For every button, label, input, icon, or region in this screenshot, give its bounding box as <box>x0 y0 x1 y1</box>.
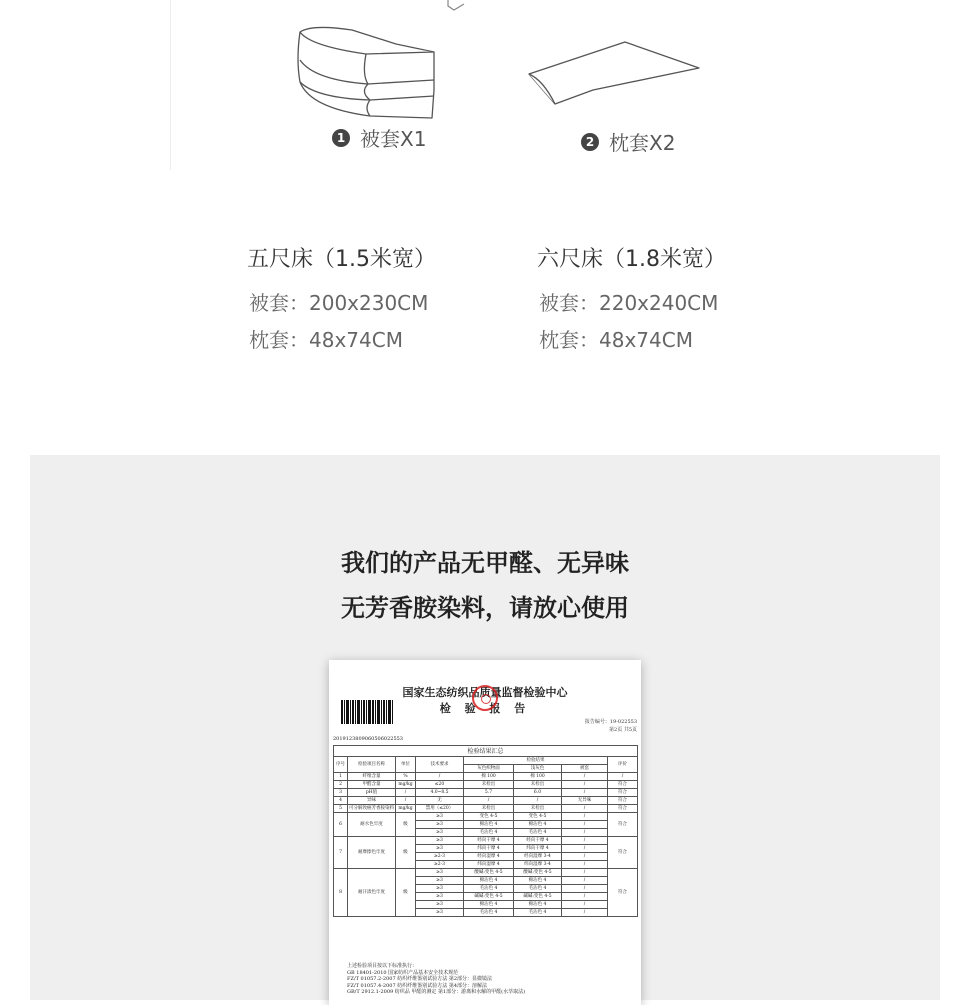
table-cell: 毛沾色 4 <box>464 909 514 917</box>
table-caption: 检验结果汇总 <box>334 746 638 757</box>
table-cell: 4 <box>334 797 348 805</box>
table-cell: ≥3 <box>416 877 464 885</box>
table-cell: 棉 100 <box>514 773 562 781</box>
table-cell: / <box>562 869 608 877</box>
table-cell: ≥3 <box>416 821 464 829</box>
table-cell: 符合 <box>608 781 638 789</box>
footer-line: GB 18401-2010 国家纺织产品基本安全技术规范 <box>347 969 459 976</box>
pillowcase-icon <box>525 40 703 110</box>
table-cell: % <box>396 773 416 781</box>
table-cell: 符合 <box>608 869 638 917</box>
table-cell: 可分解致癌芳香胺染料 <box>349 806 394 811</box>
table-cell: 级 <box>396 869 416 917</box>
table-cell: 未检出 <box>464 805 514 813</box>
table-subheader: 被套 <box>562 765 608 773</box>
table-cell: ≥2-3 <box>416 861 464 869</box>
table-row <box>334 773 638 781</box>
table-cell: 变色 4-5 <box>514 813 562 821</box>
report-number: 报告编号：19-022553 <box>584 719 637 725</box>
table-cell: ≥3 <box>416 909 464 917</box>
table-row <box>334 797 638 805</box>
table-cell: ≥3 <box>416 813 464 821</box>
table-cell: 碱碱:变色 4-5 <box>464 893 514 901</box>
table-cell: / <box>562 853 608 861</box>
table-cell: 7 <box>334 837 348 869</box>
table-cell: 变色 4-5 <box>464 813 514 821</box>
table-cell: 纤维含量 <box>348 773 396 781</box>
table-row <box>334 789 638 797</box>
table-header: 序号 <box>334 757 348 773</box>
table-cell: / <box>562 837 608 845</box>
table-cell: 毛沾色 4 <box>514 885 562 893</box>
table-cell: / <box>464 797 514 805</box>
certification-headline-2: 无芳香胺染料，请放心使用 <box>341 594 629 622</box>
table-cell: 耐汗渍色牢度 <box>348 869 396 917</box>
stack-icon <box>440 0 480 14</box>
table-row <box>334 805 638 813</box>
table-cell: 纬向湿摩 3-4 <box>514 861 562 869</box>
table-cell: / <box>562 885 608 893</box>
table-cell: 级 <box>396 837 416 869</box>
size-pillow-1-5m: 枕套：48x74CM <box>249 328 403 352</box>
table-cell: 酸碱:变色 4-5 <box>464 869 514 877</box>
table-cell: / <box>562 773 608 781</box>
table-cell: 纬向湿摩 4 <box>464 861 514 869</box>
table-cell: / <box>562 781 608 789</box>
table-cell: 6.0 <box>514 789 562 797</box>
table-cell: / <box>562 821 608 829</box>
table-cell: / <box>562 901 608 909</box>
table-cell: / <box>608 773 638 781</box>
duvet-cover-icon <box>292 20 442 125</box>
table-cell: 经向干摩 4 <box>514 837 562 845</box>
table-cell: / <box>562 877 608 885</box>
table-cell: 5 <box>334 805 348 813</box>
size-duvet-1-8m: 被套：220x240CM <box>539 291 719 315</box>
table-cell: 经向湿摩 4 <box>464 853 514 861</box>
table-cell: pH值 <box>348 789 396 797</box>
footer-line: FZ/T 01057.2-2007 纺织纤维鉴别试验方法 第2部分：显微镜法 <box>347 976 493 982</box>
table-cell: mg/kg <box>396 781 416 789</box>
table-cell: / <box>514 797 562 805</box>
number-badge: 2 <box>581 133 599 151</box>
product-item-duvet <box>332 123 426 152</box>
footer-line: GB/T 2912.1-2009 纺织品 甲醛的测定 第1部分：游离和水解的甲醛(水萃取法) <box>347 989 526 995</box>
number-badge: 1 <box>332 129 350 147</box>
table-cell: / <box>562 909 608 917</box>
test-report-document <box>329 660 641 1005</box>
table-cell: / <box>562 805 608 813</box>
table-cell: 4.0~8.5 <box>416 789 464 797</box>
table-cell: 符合 <box>608 797 638 805</box>
size-title-1-5m: 五尺床（1.5米宽） <box>247 247 436 272</box>
table-cell: 棉沾色 4 <box>464 821 514 829</box>
table-cell: 毛沾色 4 <box>464 885 514 893</box>
table-cell: 8 <box>334 869 348 917</box>
table-cell: 碱碱:变色 4-5 <box>514 893 562 901</box>
table-cell: ≥2-3 <box>416 853 464 861</box>
table-cell: / <box>562 813 608 821</box>
table-header: 单位 <box>396 757 416 773</box>
table-cell: 3 <box>334 789 348 797</box>
table-cell: / <box>562 829 608 837</box>
table-cell: ≥3 <box>416 901 464 909</box>
table-cell: 1 <box>334 773 348 781</box>
table-cell: 禁用（≤20） <box>416 805 464 813</box>
table-cell: 棉 100 <box>464 773 514 781</box>
table-cell: ≥3 <box>416 845 464 853</box>
report-subtitle: 检 验 报 告 <box>439 702 531 715</box>
barcode-number: 2019123809060506022553 <box>333 736 403 742</box>
table-cell: / <box>562 861 608 869</box>
table-row <box>334 813 638 821</box>
size-pillow-1-8m: 枕套：48x74CM <box>539 328 693 352</box>
table-cell: ≥3 <box>416 869 464 877</box>
table-cell: 5.7 <box>464 789 514 797</box>
table-cell: 6 <box>334 813 348 837</box>
table-cell: 2 <box>334 781 348 789</box>
table-cell: 耐摩擦色牢度 <box>348 837 396 869</box>
table-cell: 毛沾色 4 <box>464 829 514 837</box>
footer-line: 上述检验项目按以下标准执行： <box>347 963 418 969</box>
report-page-info: 第2页 共5页 <box>609 727 637 733</box>
table-cell: 经向湿摩 3-4 <box>514 853 562 861</box>
table-cell: 符合 <box>608 837 638 869</box>
report-results-table <box>333 745 638 917</box>
table-row <box>334 869 638 877</box>
product-label-pillow: 枕套X2 <box>609 131 676 155</box>
size-duvet-1-5m: 被套：200x230CM <box>249 291 429 315</box>
table-header: 评价 <box>608 757 638 773</box>
table-cell: 棉沾色 4 <box>514 877 562 885</box>
table-cell: 符合 <box>608 805 638 813</box>
table-cell: 符合 <box>608 789 638 797</box>
table-cell: / <box>562 893 608 901</box>
table-cell: 经向干摩 4 <box>464 837 514 845</box>
table-cell: 级 <box>396 813 416 837</box>
table-cell: 无 <box>416 797 464 805</box>
table-cell: 未检出 <box>514 805 562 813</box>
top-divider-line <box>170 0 171 170</box>
table-cell: / <box>562 789 608 797</box>
table-cell: 毛沾色 4 <box>514 829 562 837</box>
table-cell: 棉沾色 4 <box>514 901 562 909</box>
report-title: 国家生态纺织品质量监督检验中心 <box>402 686 568 699</box>
table-header: 技术要求 <box>416 757 464 773</box>
table-cell: / <box>396 797 416 805</box>
table-cell: / <box>416 773 464 781</box>
table-cell: ≥3 <box>416 837 464 845</box>
table-cell: 无异味 <box>562 797 608 805</box>
table-cell: ≥3 <box>416 893 464 901</box>
table-cell: ≥3 <box>416 829 464 837</box>
table-cell: 酸碱:变色 4-5 <box>514 869 562 877</box>
table-cell: 符合 <box>608 813 638 837</box>
table-subheader: 灰色织物面 <box>464 765 514 773</box>
table-row <box>334 781 638 789</box>
table-cell: 棉沾色 4 <box>514 821 562 829</box>
table-cell: / <box>396 789 416 797</box>
table-cell: 异味 <box>348 797 396 805</box>
table-header: 检验项目名称 <box>348 757 396 773</box>
table-cell: / <box>562 845 608 853</box>
table-cell: 未检出 <box>514 781 562 789</box>
certification-headline-1: 我们的产品无甲醛、无异味 <box>341 549 629 577</box>
table-row <box>334 837 638 845</box>
table-cell: 棉沾色 4 <box>464 901 514 909</box>
table-cell: 耐水色牢度 <box>348 813 396 837</box>
table-cell: mg/kg <box>396 805 416 813</box>
table-cell: 纬向干摩 4 <box>464 845 514 853</box>
official-seal-icon <box>472 685 498 711</box>
table-body <box>334 773 638 917</box>
table-header: 检验结果 <box>464 757 608 765</box>
report-footer <box>347 963 525 996</box>
size-title-1-8m: 六尺床（1.8米宽） <box>537 247 726 272</box>
table-subheader: 浅灰色 <box>514 765 562 773</box>
table-cell: ≥3 <box>416 885 464 893</box>
table-cell: 甲醛含量 <box>348 781 396 789</box>
footer-line: FZ/T 01057.4-2007 纺织纤维鉴别试验方法 第4部分：溶解法 <box>347 982 488 989</box>
table-cell: 未检出 <box>464 781 514 789</box>
table-cell: ≤20 <box>416 781 464 789</box>
table-cell: 纬向干摩 4 <box>514 845 562 853</box>
table-cell: 毛沾色 4 <box>514 909 562 917</box>
product-item-pillow <box>581 127 675 156</box>
product-label-duvet: 被套X1 <box>360 127 427 151</box>
table-cell: 棉沾色 4 <box>464 877 514 885</box>
